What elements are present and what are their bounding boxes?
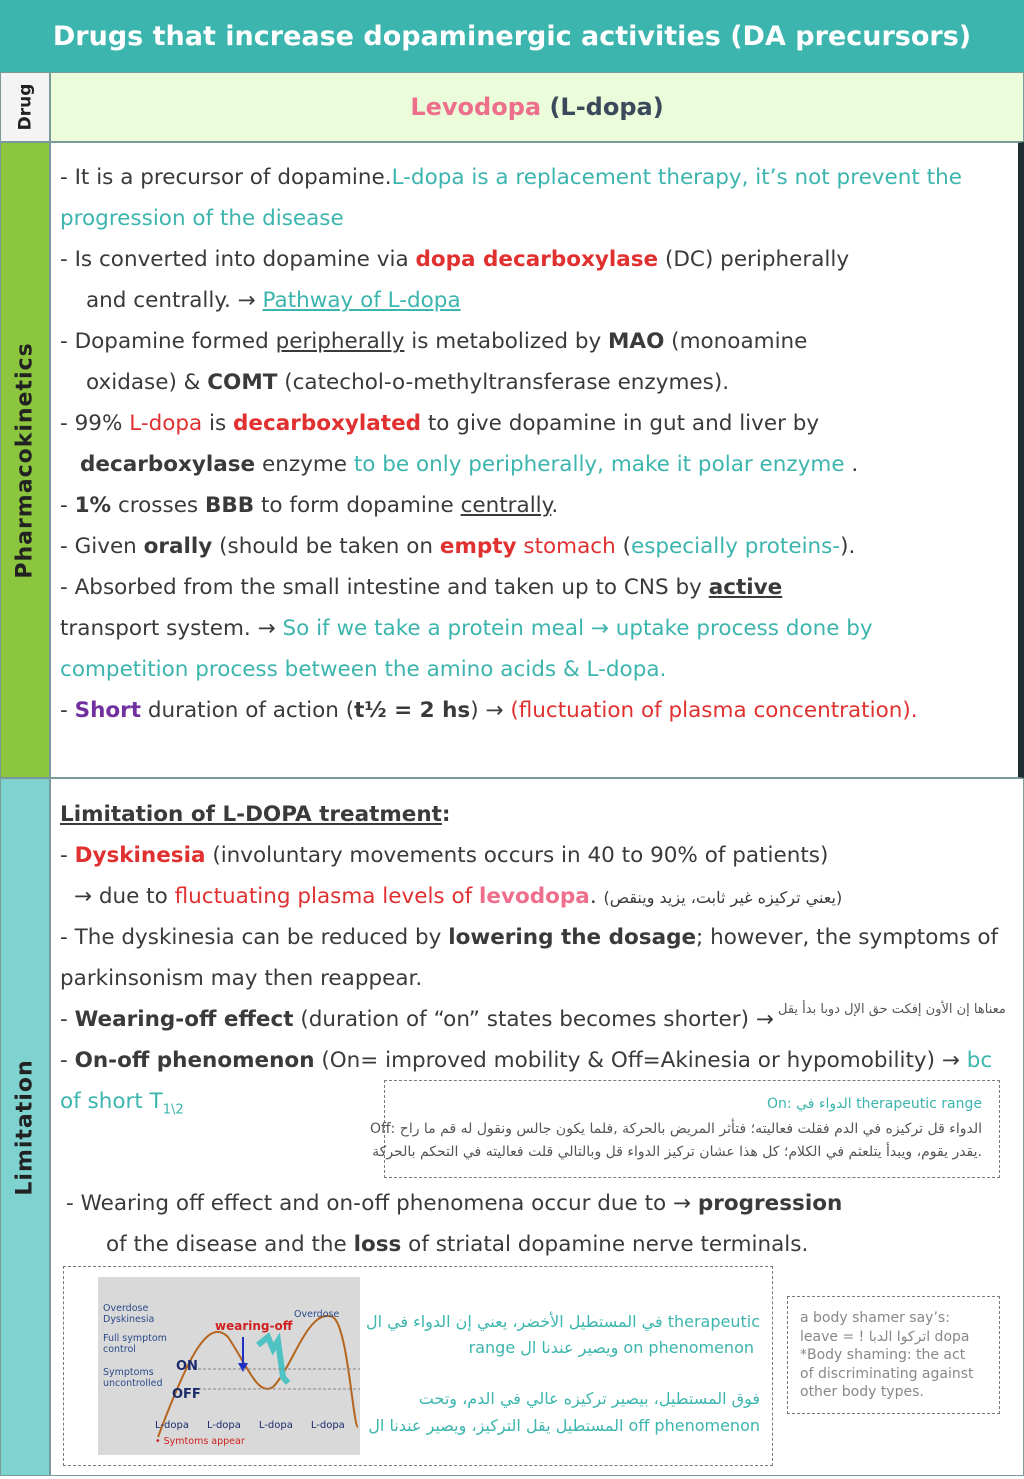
pk-line-4: and centrally. → Pathway of L-dopa xyxy=(86,288,461,313)
wearing-off-arabic-note: معناها إن الأون إفكت حق الإل دوبا بدأ يقل xyxy=(778,1002,1006,1017)
graph-on-label: ON xyxy=(176,1359,198,1374)
progression-line: - Wearing off effect and on-off phenomena occur due to → progression xyxy=(66,1191,843,1216)
pk-line-2: progression of the disease xyxy=(60,206,344,231)
lim-line-4: parkinsonism may then reappear. xyxy=(60,966,423,991)
on-off-line: - On-off phenomenon (On= improved mobility & Off=Akinesia or hypomobility) → bc xyxy=(60,1048,993,1073)
graph-note-1: في المستطيل الأخضر، يعني إن الدواء في ال therapeutic xyxy=(365,1312,760,1331)
pk-line-6: oxidase) & COMT (catechol-o-methyltransferase enzymes). xyxy=(86,370,730,395)
pk-line-3: - Is converted into dopamine via dopa decarboxylase (DC) peripherally xyxy=(60,247,850,272)
off-note: Off: الدواء قل تركيزه في الدم فقلت فعاليته؛ فتأثر المريض بالحركة ,فلما يكون جالس ونقول له قم ما راح xyxy=(369,1121,982,1137)
pathway-link[interactable]: Pathway of L-dopa xyxy=(262,288,461,313)
pk-line-10: - Given orally (should be taken on empty stomach (especially proteins-). xyxy=(60,534,856,559)
lim-line-1: - Dyskinesia (involuntary movements occurs in 40 to 90% of patients) xyxy=(60,843,829,868)
graph-symptoms-appear: • Symtoms appear xyxy=(155,1436,245,1447)
level-curve xyxy=(158,1316,358,1437)
progression-line-2: of the disease and the loss of striatal dopamine nerve terminals. xyxy=(106,1232,809,1257)
wearing-off-path xyxy=(258,1337,288,1383)
graph-off-label: OFF xyxy=(172,1387,201,1402)
pk-line-13: competition process between the amino acids & L-dopa. xyxy=(60,657,667,682)
limitation-heading: Limitation of L-DOPA treatment: xyxy=(60,802,451,827)
body-shamer-note: a body shamer say’s: leave = ! اتركوا الدبا dopa *Body shaming: the act of discriminating against other body types. xyxy=(800,1310,974,1400)
pk-line-5: - Dopamine formed peripherally is metabolized by MAO (monoamine xyxy=(60,329,808,354)
wearing-off-line: - Wearing-off effect (duration of “on” states becomes shorter) → xyxy=(60,1007,774,1032)
page-title: Drugs that increase dopaminergic activities (DA precursors) xyxy=(0,0,1024,72)
graph-note-4: المستطيل يقل التركيز، ويصير عندنا ال off phenomenon xyxy=(368,1416,760,1435)
drug-name-cell xyxy=(50,72,1024,142)
drug-abbr: (L-dopa) xyxy=(549,93,664,121)
off-note-2: يقدر يقوم، ويبدأ يتلعثم في الكلام؛ كل هذا عشان تركيز الدواء قل وبالتالي قلت فعاليته في التحكم بالحركة. xyxy=(372,1144,982,1160)
lim-line-3: - The dyskinesia can be reduced by lowering the dosage; however, the symptoms of xyxy=(60,925,999,950)
on-note: On: الدواء في therapeutic range xyxy=(767,1096,982,1112)
on-off-line-2: of short $T_{1\backslash 2}$ xyxy=(60,1089,184,1118)
lim-line-2: → due to fluctuating plasma levels of levodopa. (يعني تركيزه غير ثابت، يزيد وينقص) xyxy=(74,884,843,909)
graph-overdose-right: Overdose xyxy=(294,1309,340,1320)
pk-line-14: - Short duration of action (t½ = 2 hs) → (fluctuation of plasma concentration). xyxy=(60,698,918,723)
graph-note-3: فوق المستطيل، بيصير تركيزه عالي في الدم، وتحت xyxy=(418,1389,760,1408)
pk-line-7: - 99% L-dopa is decarboxylated to give dopamine in gut and liver by xyxy=(60,411,820,436)
pk-line-12: transport system. → So if we take a protein meal → uptake process done by xyxy=(60,616,873,641)
pk-line-8: decarboxylase enzyme to be only peripherally, make it polar enzyme . xyxy=(80,452,859,477)
drug-name: Levodopa xyxy=(410,93,542,121)
side-label-pharmacokinetics: Pharmacokinetics xyxy=(0,142,50,778)
graph-wearing-off-label: wearing-off xyxy=(215,1319,293,1333)
graph-x-labels: L-dopa L-dopa L-dopa L-dopa xyxy=(155,1420,345,1431)
pk-line-9: - 1% crosses BBB to form dopamine centrally. xyxy=(60,493,559,518)
graph-left-labels: Overdose Dyskinesia Full symptom control Symptoms uncontrolled xyxy=(103,1303,167,1389)
pk-line-1: - It is a precursor of dopamine.L-dopa is a replacement therapy, it’s not prevent the xyxy=(60,165,962,190)
side-label-drug: Drug xyxy=(0,72,50,142)
side-label-limitation: Limitation xyxy=(0,778,50,1476)
graph-note-2: range ويصير عندنا ال on phenomenon xyxy=(468,1338,754,1357)
pk-line-11: - Absorbed from the small intestine and taken up to CNS by active xyxy=(60,575,783,600)
wearing-off-graph xyxy=(98,1277,360,1455)
